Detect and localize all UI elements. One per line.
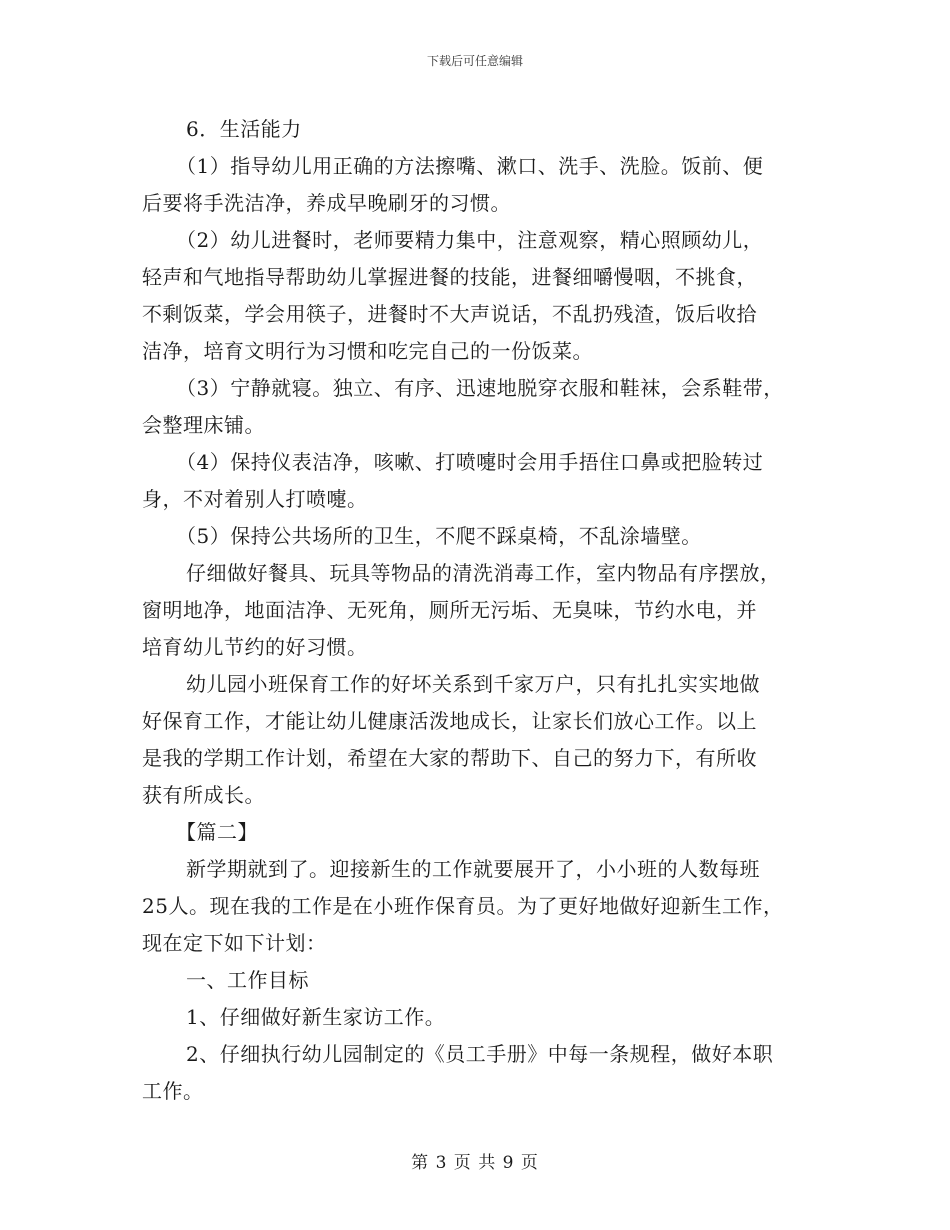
text-line: 新学期就到了。迎接新生的工作就要展开了，小小班的人数每班 <box>186 857 760 881</box>
text-line: 轻声和气地指导帮助幼儿掌握进餐的技能，进餐细嚼慢咽，不挑食， <box>142 265 757 289</box>
paragraph-item-5 <box>142 518 822 555</box>
document-body <box>142 111 822 1110</box>
paragraph-item-3 <box>142 370 822 444</box>
section-heading-work-goals <box>142 962 822 999</box>
text-line: 是我的学期工作计划，希望在大家的帮助下、自己的努力下，有所收 <box>142 746 757 770</box>
text-line: 后要将手洗洁净，养成早晚刷牙的习惯。 <box>142 191 511 215</box>
page-number-footer: 第 3 页 共 9 页 <box>411 1153 539 1173</box>
text-line: 获有所成长。 <box>142 783 265 807</box>
text-line: 培育幼儿节约的好习惯。 <box>142 635 368 659</box>
section-heading-part-two <box>142 814 822 851</box>
paragraph-item-2 <box>142 222 822 370</box>
goal-item-2 <box>142 1036 822 1110</box>
text-line: 身，不对着别人打喷嚏。 <box>142 487 368 511</box>
text-line: 好保育工作，才能让幼儿健康活泼地成长，让家长们放心工作。以上 <box>142 709 757 733</box>
text-line: 仔细做好餐具、玩具等物品的清洗消毒工作，室内物品有序摆放， <box>186 561 781 585</box>
paragraph-cleaning <box>142 555 822 666</box>
text-line: （5）保持公共场所的卫生，不爬不踩桌椅，不乱涂墙壁。 <box>176 524 702 548</box>
text-line: 25人。现在我的工作是在小班作保育员。为了更好地做好迎新生工作， <box>142 894 784 918</box>
text-line: 会整理床铺。 <box>142 413 265 437</box>
text-line: 窗明地净，地面洁净、无死角，厕所无污垢、无臭味，节约水电，并 <box>142 598 757 622</box>
goal-item-1 <box>142 999 822 1036</box>
text-line: 【篇二】 <box>176 820 258 844</box>
text-line: 不剩饭菜，学会用筷子，进餐时不大声说话，不乱扔残渣，饭后收拾 <box>142 302 757 326</box>
text-line: 一、工作目标 <box>186 968 309 992</box>
paragraph-new-semester <box>142 851 822 962</box>
text-line: 6．生活能力 <box>186 117 302 141</box>
text-line: （1）指导幼儿用正确的方法擦嘴、漱口、洗手、洗脸。饭前、便 <box>176 154 764 178</box>
text-line: （4）保持仪表洁净，咳嗽、打喷嚏时会用手捂住口鼻或把脸转过 <box>176 450 764 474</box>
text-line: 现在定下如下计划： <box>142 931 327 955</box>
page-header-note: 下载后可任意编辑 <box>426 54 523 68</box>
section-heading-living-skills <box>142 111 822 148</box>
text-line: 1、仔细做好新生家访工作。 <box>186 1005 446 1029</box>
text-line: 幼儿园小班保育工作的好坏关系到千家万户，只有扎扎实实地做 <box>186 672 760 696</box>
text-line: 工作。 <box>142 1079 204 1103</box>
paragraph-item-1 <box>142 148 822 222</box>
paragraph-conclusion <box>142 666 822 814</box>
text-line: （3）宁静就寝。独立、有序、迅速地脱穿衣服和鞋袜，会系鞋带， <box>176 376 784 400</box>
text-line: 2、仔细执行幼儿园制定的《员工手册》中每一条规程，做好本职 <box>186 1042 774 1066</box>
paragraph-item-4 <box>142 444 822 518</box>
text-line: （2）幼儿进餐时，老师要精力集中，注意观察，精心照顾幼儿， <box>176 228 764 252</box>
text-line: 洁净，培育文明行为习惯和吃完自己的一份饭菜。 <box>142 339 593 363</box>
